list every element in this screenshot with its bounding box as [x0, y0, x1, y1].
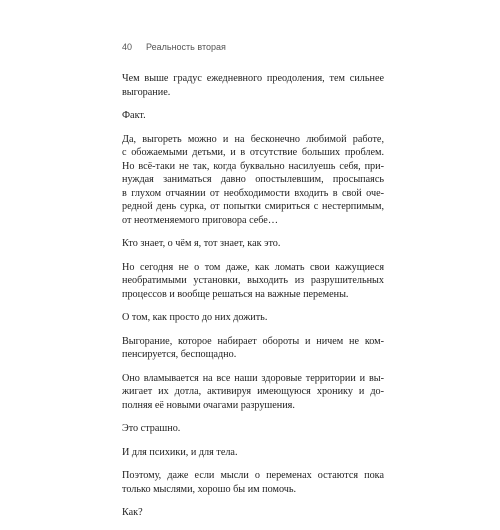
- text-line: Это страшно.: [122, 423, 181, 434]
- text-line: Чем выше градус ежедневного преодоления, тем сильнее: [122, 73, 384, 84]
- paragraph: [122, 506, 384, 520]
- text-line: в глухом отчаянии от необходимости входить в свой оче-: [122, 187, 384, 199]
- text-line: нуждая заниматься давно опостылевшим, просыпаясь: [122, 174, 384, 185]
- text-line: О том, как просто до них дожить.: [122, 312, 268, 323]
- text-line: Оно вламывается на все наши здоровые территории и вы-: [122, 372, 384, 384]
- running-title: Реальность вторая: [146, 42, 226, 52]
- text-line: И для психики, и для тела.: [122, 446, 238, 458]
- page-header: [122, 42, 226, 52]
- text-line: Как?: [122, 507, 143, 518]
- text-line: от неотменяемого приговора себе…: [122, 214, 279, 226]
- paragraph: [122, 109, 384, 123]
- paragraph: [122, 335, 384, 362]
- paragraph: [122, 311, 384, 325]
- page-number: 40: [122, 42, 133, 52]
- paragraph: [122, 133, 384, 228]
- text-line: необратимыми установки, выходить из разрушительных: [122, 275, 384, 286]
- paragraph: [122, 261, 384, 302]
- text-line: полняя её новыми очагами разрушения.: [122, 399, 295, 411]
- text-line: Но сегодня не о том даже, как ломать свои кажущиеся: [122, 261, 384, 273]
- text-line: Выгорание, которое набирает обороты и ничем не ком-: [122, 335, 384, 347]
- body-text: [122, 72, 384, 530]
- paragraph: [122, 469, 384, 496]
- text-line: Но всё-таки не так, когда буквально насилуешь себя, при-: [122, 160, 384, 172]
- text-line: Поэтому, даже если мысли о переменах остаются пока: [122, 470, 384, 481]
- paragraph: [122, 372, 384, 413]
- text-line: только мыслями, хорошо бы им помочь.: [122, 483, 297, 495]
- paragraph: [122, 422, 384, 436]
- paragraph: [122, 446, 384, 460]
- paragraph: [122, 72, 384, 99]
- text-line: Факт.: [122, 110, 146, 121]
- text-line: выгорание.: [122, 86, 171, 98]
- text-line: пенсируется, беспощадно.: [122, 349, 237, 360]
- paragraph: [122, 237, 384, 251]
- text-line: жигает их дотла, активируя имеющуюся хронику и до-: [122, 386, 384, 397]
- text-line: редной день сурка, от попытки смириться с нестерпимым,: [122, 201, 384, 212]
- text-line: Да, выгореть можно и на бесконечно любимой работе,: [122, 133, 384, 145]
- text-line: с обожаемыми детьми, и в отсутствие больших проблем.: [122, 147, 384, 158]
- text-line: Кто знает, о чём я, тот знает, как это.: [122, 238, 281, 249]
- text-line: процессов и вообще решаться на важные перемены.: [122, 288, 349, 300]
